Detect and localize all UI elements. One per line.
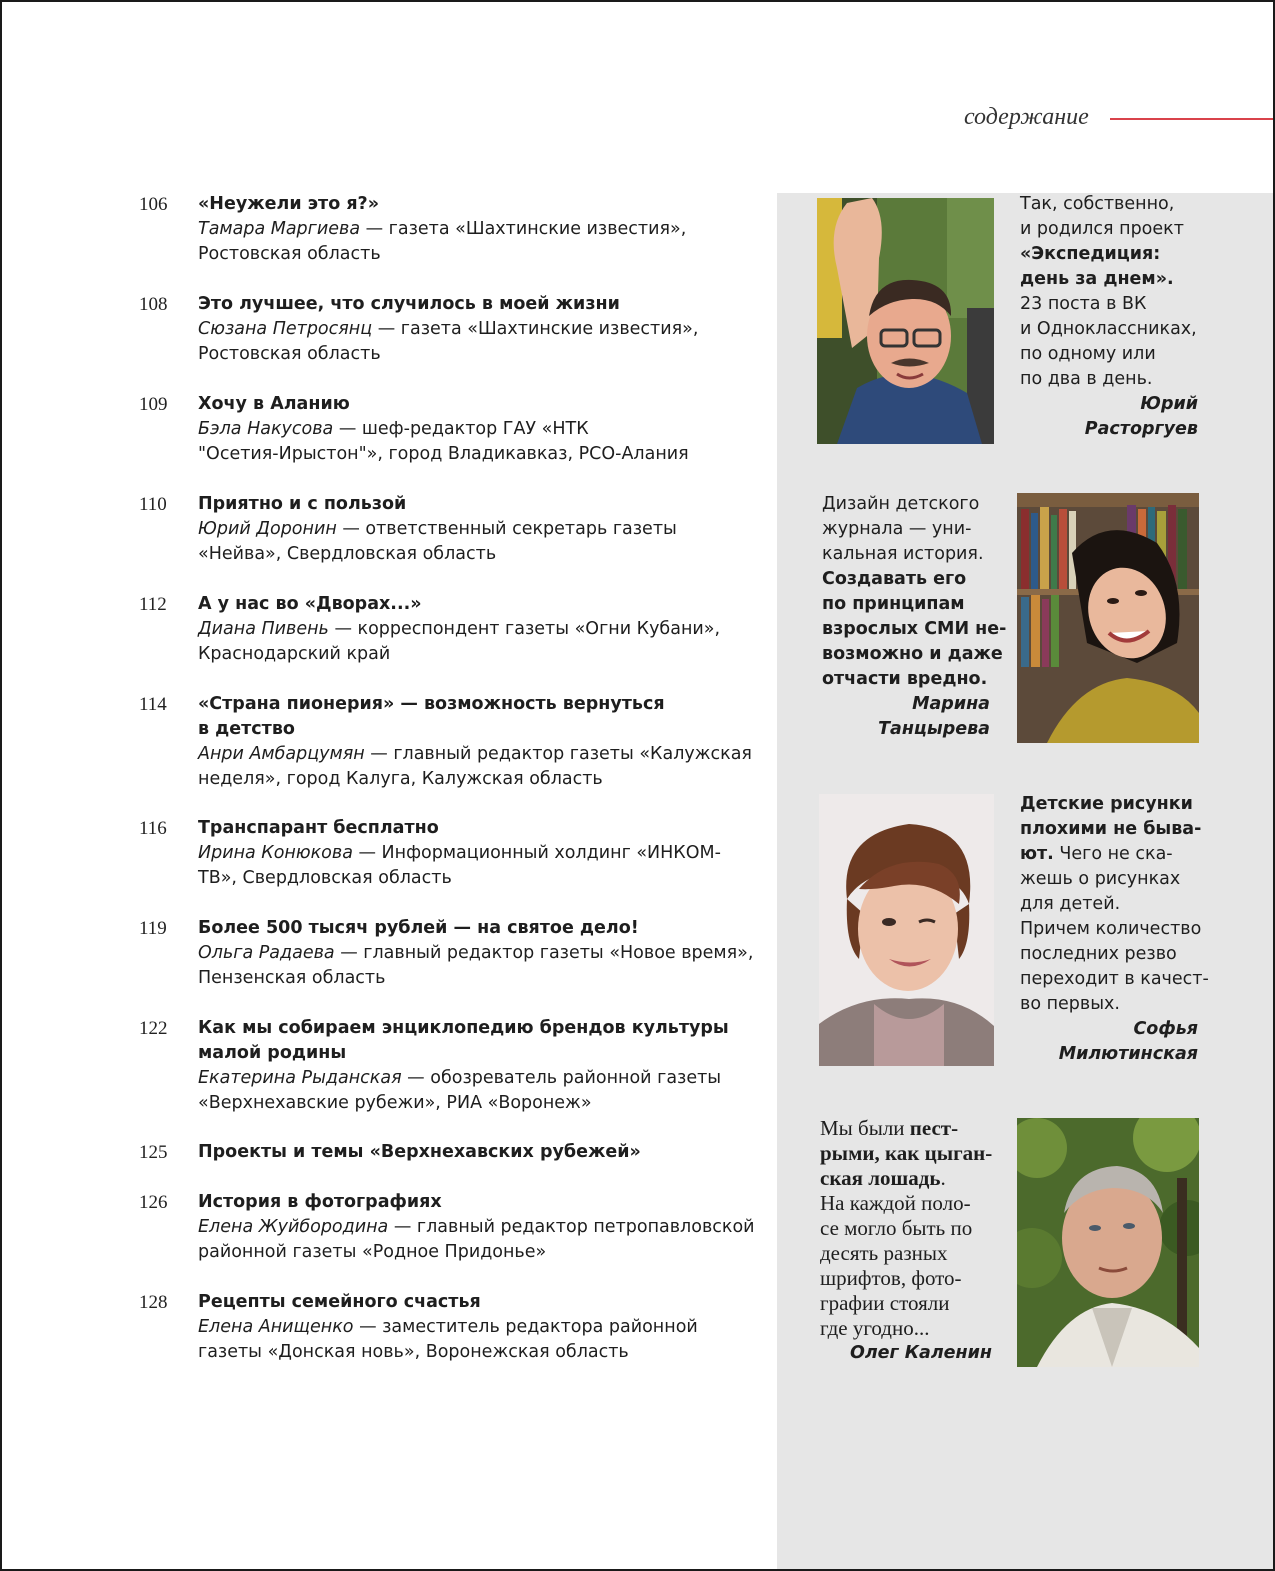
quote-text: На каждой поло- [820, 1191, 971, 1215]
quote-text: кальная история. [822, 544, 984, 564]
quote-text: и Одноклассниках, [1020, 319, 1197, 339]
toc-desc: «Верхнехавские рубежи», РИА «Воронеж» [198, 1093, 592, 1113]
toc-desc: Ростовская область [198, 244, 381, 264]
toc-desc: «Нейва», Свердловская область [198, 544, 497, 564]
toc-desc: газеты «Донская новь», Воронежская область [198, 1342, 629, 1362]
quote-text: 23 поста в ВК [1020, 294, 1147, 314]
toc-page-number: 126 [139, 1192, 168, 1213]
quote-signature: Олег Каленин [849, 1343, 992, 1363]
toc-page-number: 125 [139, 1142, 168, 1163]
photo-sofya-milyutinskaya [819, 794, 994, 1066]
toc-desc: — обозреватель районной газеты [401, 1068, 722, 1088]
quote-signature: Танцырева [878, 719, 990, 739]
quote-text: для детей. [1020, 894, 1121, 914]
quote-text: се могло быть по [820, 1216, 973, 1240]
quote-text-bold: рыми, как цыган- [820, 1141, 993, 1165]
toc-author: Ирина Конюкова [198, 843, 353, 863]
quote-text: по одному или [1020, 344, 1156, 364]
quote-4 [820, 1116, 992, 1366]
toc-author: Елена Жуйбородина [198, 1217, 389, 1237]
quote-text: Причем количество [1020, 919, 1202, 939]
toc-desc: — газета «Шахтинские известия», [372, 319, 699, 339]
toc-author: Елена Анищенко [198, 1317, 354, 1337]
quote-text: переходит в качест- [1020, 969, 1209, 989]
toc-title: Проекты и темы «Верхнехавских рубежей» [198, 1142, 641, 1162]
quote-signature: Софья [1133, 1019, 1198, 1039]
quote-text-bold: «Экспедиция: [1020, 244, 1161, 264]
toc-desc: "Осетия-Ирыстон"», город Владикавказ, РСО-Алания [198, 444, 689, 464]
toc-desc: районной газеты «Родное Придонье» [198, 1242, 547, 1262]
quote-text: во первых. [1020, 994, 1120, 1014]
photo-yuri-rastorguev [817, 198, 994, 444]
quote-text-bold: Детские рисунки [1020, 794, 1193, 814]
toc-desc: — газета «Шахтинские известия», [360, 219, 687, 239]
toc-title: Рецепты семейного счастья [198, 1292, 481, 1312]
toc-author: Сюзана Петросянц [198, 319, 373, 339]
toc-author: Диана Пивень [198, 619, 329, 639]
quote-signature: Юрий [1140, 394, 1198, 414]
quote-text: по два в день. [1020, 369, 1153, 389]
quote-text: десять разных [820, 1241, 948, 1265]
toc-page-number: 119 [139, 918, 167, 939]
toc-desc: — корреспондент газеты «Огни Кубани», [328, 619, 721, 639]
toc-author: Екатерина Рыданская [198, 1068, 402, 1088]
quote-signature: Марина [912, 694, 990, 714]
quote-3 [1020, 792, 1209, 1067]
quote-text-bold: ская лошадь [820, 1166, 941, 1190]
quote-text-bold: взрослых СМИ не- [822, 619, 1007, 639]
toc-desc: Ростовская область [198, 344, 381, 364]
quote-text-bold: ют. [1020, 844, 1054, 864]
toc-desc: — шеф-редактор ГАУ «НТК [333, 419, 589, 439]
toc-desc: ТВ», Свердловская область [198, 868, 452, 888]
quote-text: где угодно... [820, 1316, 930, 1340]
toc-page-number: 114 [139, 694, 167, 715]
toc-author: Бэла Накусова [198, 419, 334, 439]
toc-desc: — главный редактор газеты «Новое время», [334, 943, 754, 963]
toc-desc: неделя», город Калуга, Калужская область [198, 769, 603, 789]
toc-title: А у нас во «Дворах...» [198, 594, 422, 614]
quote-text: и родился проект [1020, 219, 1184, 239]
header-accent-rule [1110, 118, 1273, 120]
quote-text: Дизайн детского [822, 494, 980, 514]
quote-text: Мы были [820, 1116, 910, 1140]
quote-signature: Расторгуев [1084, 419, 1198, 439]
toc-page-number: 109 [139, 394, 168, 415]
toc-desc: Пензенская область [198, 968, 386, 988]
quote-text: Так, собственно, [1020, 194, 1175, 214]
quote-text: . [940, 1166, 946, 1190]
photo-oleg-kalenin [1017, 1118, 1199, 1367]
toc-page-number: 112 [139, 594, 167, 615]
toc-author: Ольга Радаева [198, 943, 335, 963]
quote-text-bold: по принципам [822, 594, 965, 614]
quote-signature: Милютинская [1058, 1044, 1198, 1064]
toc-page-number: 110 [139, 494, 167, 515]
quote-text-bold: возможно и даже [822, 644, 1003, 664]
toc-page-number: 122 [139, 1018, 168, 1039]
quote-text: графии стояли [820, 1291, 950, 1315]
toc-title: «Страна пионерия» — возможность вернуться [198, 694, 665, 714]
toc-desc: — главный редактор петропавловской [388, 1217, 755, 1237]
toc-title: Как мы собираем энциклопедию брендов культуры [198, 1018, 729, 1038]
toc-title: Хочу в Аланию [198, 394, 350, 414]
toc-title: История в фотографиях [198, 1192, 442, 1212]
toc-title: Это лучшее, что случилось в моей жизни [198, 294, 620, 314]
toc-title: «Неужели это я?» [198, 194, 380, 214]
toc-page-number: 106 [139, 194, 168, 215]
quote-1 [1020, 192, 1198, 442]
toc-author: Анри Амбарцумян [198, 744, 365, 764]
quote-2 [822, 492, 1007, 742]
toc-author: Тамара Маргиева [198, 219, 361, 239]
toc-desc: — Информационный холдинг «ИНКОМ- [352, 843, 721, 863]
quote-text: шрифтов, фото- [820, 1266, 962, 1290]
toc-page-number: 128 [139, 1292, 168, 1313]
quote-text-bold: день за днем». [1020, 269, 1174, 289]
photo-marina-tantsyreva [1017, 493, 1199, 743]
quote-text-bold: плохими не быва- [1020, 819, 1202, 839]
toc-title: Более 500 тысяч рублей — на святое дело! [198, 918, 639, 938]
toc-title: Транспарант бесплатно [198, 818, 439, 838]
toc-author: Юрий Доронин [198, 519, 337, 539]
toc-page-number: 116 [139, 818, 167, 839]
toc-desc: — главный редактор газеты «Калужская [364, 744, 752, 764]
quote-text: Чего не ска- [1053, 844, 1173, 864]
toc-title: Приятно и с пользой [198, 494, 407, 514]
toc-desc: — ответственный секретарь газеты [336, 519, 677, 539]
quote-text-bold: пест- [909, 1116, 959, 1140]
quote-text-bold: Создавать его [822, 569, 967, 589]
section-title: содержание [964, 104, 1089, 130]
quote-text-bold: отчасти вредно. [822, 669, 988, 689]
quote-text: журнала — уни- [822, 519, 972, 539]
toc-desc: Краснодарский край [198, 644, 391, 664]
quote-text: последних резво [1020, 944, 1177, 964]
toc-page-number: 108 [139, 294, 168, 315]
quote-text: жешь о рисунках [1020, 869, 1181, 889]
toc-desc: — заместитель редактора районной [353, 1317, 698, 1337]
toc-title: в детство [198, 719, 295, 739]
toc-title: малой родины [198, 1043, 347, 1063]
